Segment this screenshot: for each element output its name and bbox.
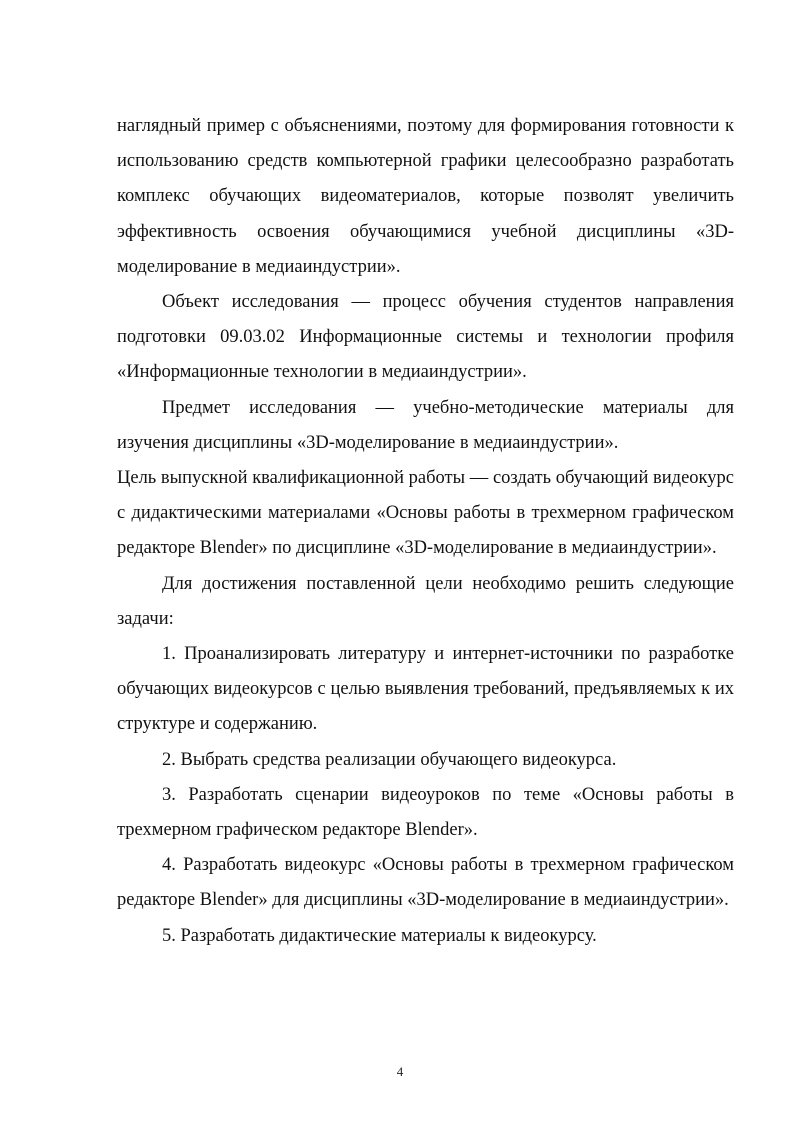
paragraph-tasks-intro: Для достижения поставленной цели необходимо решить следующие задачи: [117,573,734,629]
list-item-task-3: 3. Разработать сценарии видеоуроков по теме «Основы работы в трехмерном графическом редакторе Blender». [117,784,734,841]
paragraph-thesis-goal: Цель выпускной квалификационной работы — создать обучающий видеокурс с дидактическими материалами «Основы работы в трехмерном графическом редакторе Blender» по дисциплине «3D-моделирование в медиаиндустрии». [117,468,734,559]
body-text [117,109,734,954]
page-number: 4 [396,1064,404,1079]
list-item-task-1: 1. Проанализировать литературу и интернет-источники по разработке обучающих видеокурсов с целью выявления требований, предъявляемых к их структуре и содержанию. [117,644,734,735]
list-item-task-2: 2. Выбрать средства реализации обучающего видеокурса. [162,749,617,770]
list-item-task-4: 4. Разработать видеокурс «Основы работы в трехмерном графическом редакторе Blender» для дисциплины «3D-моделирование в медиаиндустрии». [117,855,734,911]
paragraph-intro-continuation: наглядный пример с объяснениями, поэтому для формирования готовности к использованию средств компьютерной графики целесообразно разработать комплекс обучающих видеоматериалов, которые позволят увеличить эффективность освоения обучающимися учебной дисциплины «3D-моделирование в медиаиндустрии». [117,116,734,277]
list-item-task-5: 5. Разработать дидактические материалы к видеокурсу. [162,925,597,946]
paragraph-research-object: Объект исследования — процесс обучения студентов направления подготовки 09.03.02 Информационные системы и технологии профиля «Информационные технологии в медиаиндустрии». [117,292,734,383]
paragraph-research-subject: Предмет исследования — учебно-методические материалы для изучения дисциплины «3D-моделирование в медиаиндустрии». [117,397,734,453]
